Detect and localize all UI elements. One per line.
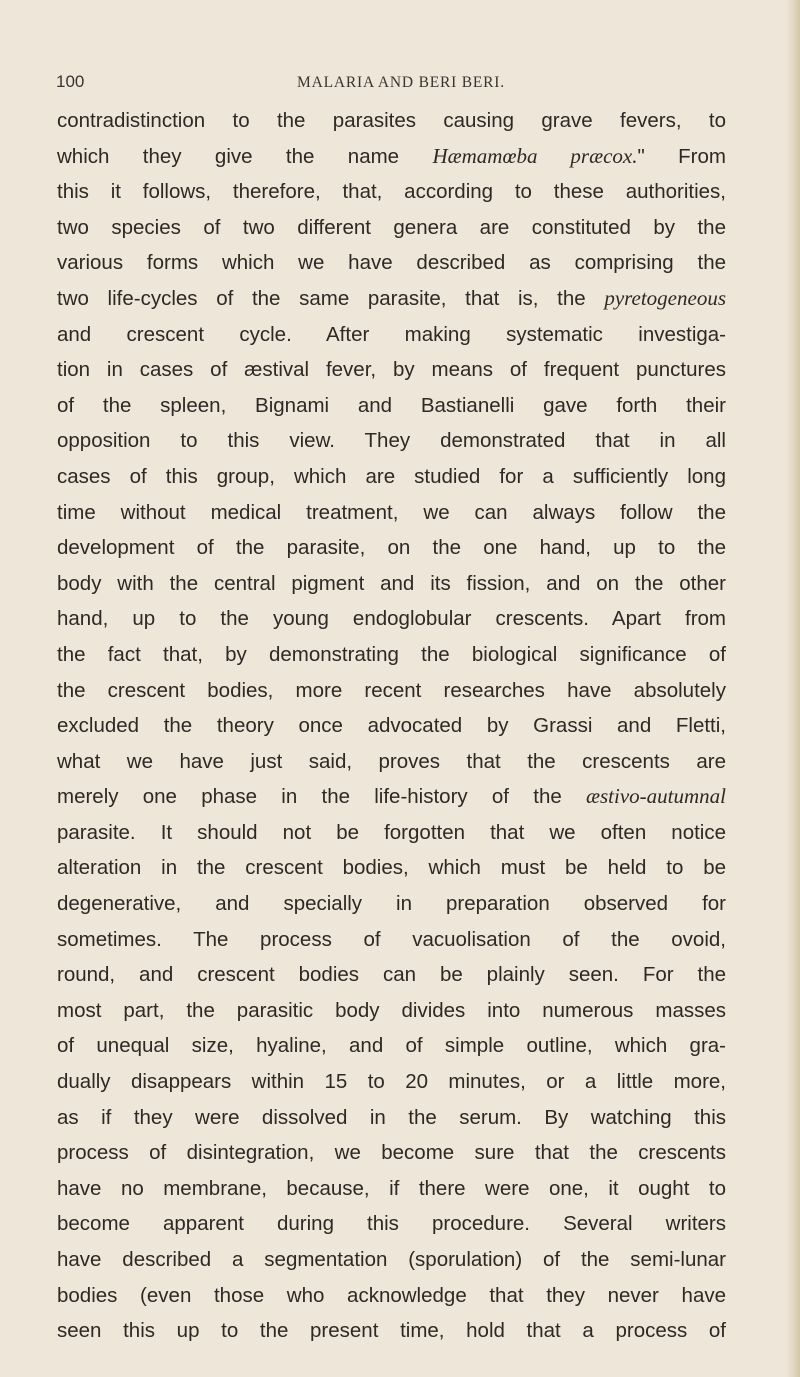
text-line <box>57 495 726 531</box>
text-run: the fact that, by demonstrating the biological significance of <box>57 642 726 666</box>
text-run: process of disintegration, we become sure that the crescents <box>57 1141 726 1165</box>
page-header <box>56 72 730 102</box>
italic-text-run: Hæmamœba præcox. <box>432 143 638 168</box>
text-run: and crescent cycle. After making systematic investiga- <box>57 322 726 346</box>
text-line <box>57 530 726 566</box>
text-line <box>57 1028 726 1064</box>
text-line <box>57 139 726 175</box>
text-line <box>57 1171 726 1207</box>
text-line <box>57 1242 726 1278</box>
text-run: opposition to this view. They demonstrated that in all <box>57 429 726 453</box>
text-line <box>57 210 726 246</box>
running-head: MALARIA AND BERI BERI. <box>297 74 505 91</box>
text-line <box>57 1135 726 1171</box>
text-line <box>57 388 726 424</box>
text-run: dually disappears within 15 to 20 minutes, or a little more, <box>57 1070 726 1094</box>
text-run: as if they were dissolved in the serum. By watching this <box>57 1105 726 1129</box>
text-line <box>57 174 726 210</box>
text-line <box>57 1313 726 1349</box>
text-run: various forms which we have described as comprising the <box>57 251 726 275</box>
text-run: time without medical treatment, we can always follow the <box>57 500 726 524</box>
text-line <box>57 601 726 637</box>
text-run: most part, the parasitic body divides into numerous masses <box>57 998 726 1022</box>
text-line <box>57 850 726 886</box>
page-edge-shadow <box>786 0 800 1377</box>
text-run: of the spleen, Bignami and Bastianelli gave forth their <box>57 393 726 417</box>
text-run: of unequal size, hyaline, and of simple outline, which gra- <box>57 1034 726 1058</box>
text-line <box>57 922 726 958</box>
text-line <box>57 1278 726 1314</box>
text-line <box>57 708 726 744</box>
text-line <box>57 459 726 495</box>
text-line <box>57 957 726 993</box>
text-run: contradistinction to the parasites causing grave fevers, to <box>57 109 726 132</box>
text-line <box>57 886 726 922</box>
page-number: 100 <box>56 72 85 91</box>
text-run: development of the parasite, on the one hand, up to the <box>57 536 726 560</box>
text-run: the crescent bodies, more recent researches have absolutely <box>57 678 726 702</box>
text-run: become apparent during this procedure. Several writers <box>57 1212 726 1236</box>
text-run: have described a segmentation (sporulation) of the semi-lunar <box>57 1248 726 1271</box>
text-line <box>57 423 726 459</box>
text-run: what we have just said, proves that the crescents are <box>57 749 726 773</box>
text-line <box>57 815 726 851</box>
text-line <box>57 1064 726 1100</box>
text-run: tion in cases of æstival fever, by means of frequent punctures <box>57 358 726 382</box>
body-text <box>57 103 726 1349</box>
italic-text-run: æstivo-autumnal <box>586 784 726 809</box>
text-line <box>57 245 726 281</box>
italic-text-run: pyretogeneous <box>604 285 726 310</box>
text-run: body with the central pigment and its fission, and on the other <box>57 571 726 595</box>
text-run: parasite. It should not be forgotten that we often notice <box>57 820 726 844</box>
text-line <box>57 637 726 673</box>
text-line <box>57 352 726 388</box>
text-run: two life-cycles of the same parasite, that is, the <box>57 286 605 310</box>
text-run: have no membrane, because, if there were one, it ought to <box>57 1176 726 1200</box>
text-line <box>57 1206 726 1242</box>
text-run: degenerative, and specially in preparation observed for <box>57 892 726 916</box>
text-run: sometimes. The process of vacuolisation of the ovoid, <box>57 927 726 951</box>
text-run: which they give the name <box>57 144 433 168</box>
text-line <box>57 673 726 709</box>
text-run: bodies (even those who acknowledge that they never have <box>57 1283 726 1307</box>
text-run: cases of this group, which are studied for a sufficiently long <box>57 464 726 488</box>
text-line <box>57 566 726 602</box>
text-run: two species of two different genera are constituted by the <box>57 215 726 239</box>
text-line <box>57 993 726 1029</box>
text-run: hand, up to the young endoglobular crescents. Apart from <box>57 607 726 631</box>
text-run: this it follows, therefore, that, according to these authorities, <box>57 180 726 204</box>
text-line <box>57 281 726 317</box>
text-run: seen this up to the present time, hold that a process of <box>57 1319 726 1343</box>
text-run: merely one phase in the life-history of the <box>57 785 586 809</box>
text-line <box>57 779 726 815</box>
text-run: " From <box>637 144 726 168</box>
text-line <box>57 317 726 353</box>
text-run: alteration in the crescent bodies, which must be held to be <box>57 856 726 880</box>
text-run: excluded the theory once advocated by Grassi and Fletti, <box>57 714 726 738</box>
text-line <box>57 744 726 780</box>
text-line <box>57 1100 726 1136</box>
text-line <box>57 103 726 139</box>
text-run: round, and crescent bodies can be plainly seen. For the <box>57 963 726 987</box>
